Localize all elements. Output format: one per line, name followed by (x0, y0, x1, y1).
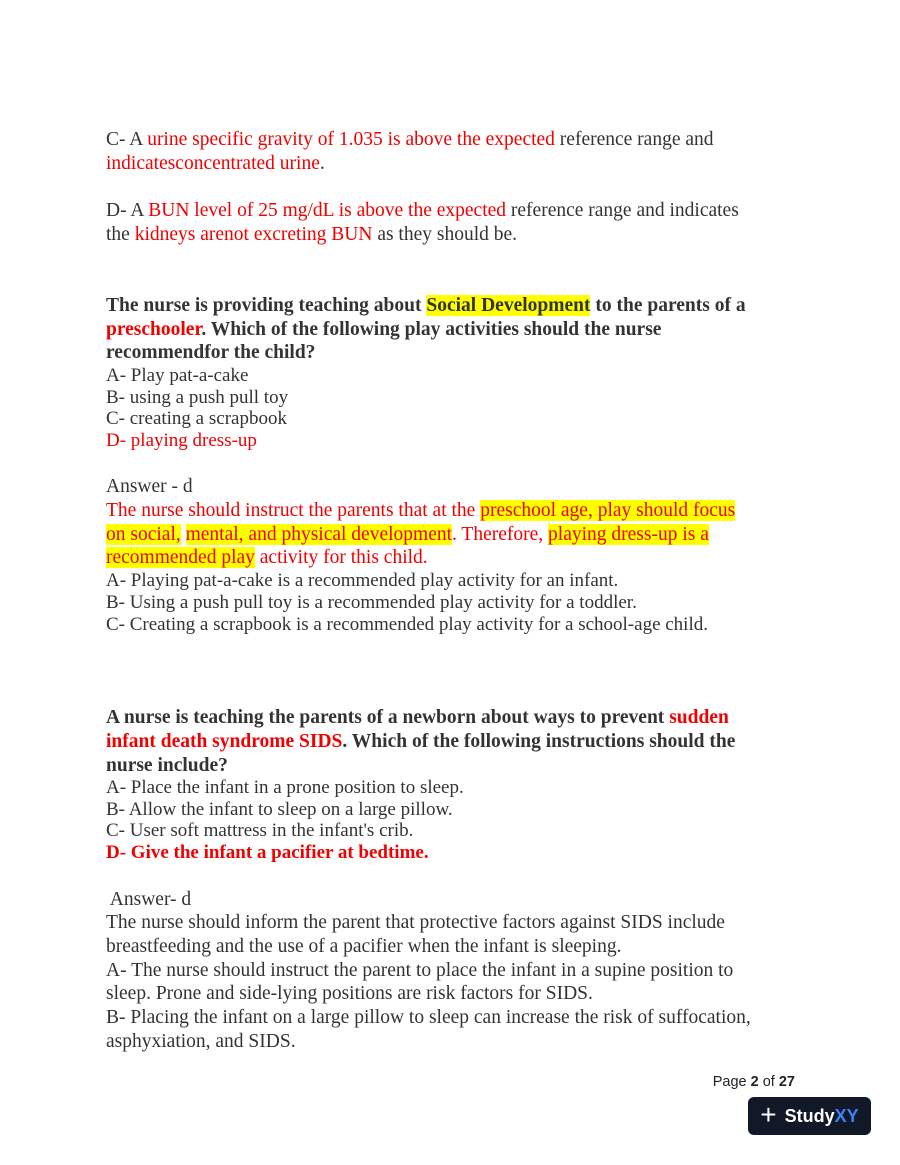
text-run: the (106, 224, 135, 246)
total-pages: 27 (778, 1074, 795, 1090)
question-2-option-c: C- User soft mattress in the infant's crib. (106, 820, 414, 842)
text-run: . Which of the following instructions should the (342, 730, 736, 752)
text-run: reference range and indicates (506, 200, 739, 222)
text-run: The nurse is providing teaching about (106, 294, 427, 316)
text-run: The nurse should inform the parent that protective factors against SIDS include (106, 912, 725, 934)
page-number (713, 1074, 795, 1090)
question-1-explanation-b: B- Using a push pull toy is a recommended play activity for a toddler. (106, 592, 637, 614)
text-run: breastfeeding and the use of a pacifier when the infant is sleeping. (106, 936, 622, 957)
page-label: Page (712, 1074, 751, 1090)
text-run: . (319, 152, 325, 174)
text-run: to the parents of a (590, 294, 746, 316)
highlight-text-red: sudden (669, 707, 729, 729)
highlighted-text: preschool age, play should focus (480, 500, 736, 521)
text-run: . Which of the following play activities should the nurse (201, 318, 662, 340)
highlighted-text: on social, (106, 523, 181, 545)
brand-name-accent: XY (834, 1105, 859, 1126)
highlighted-text: playing dress-up is a (548, 523, 709, 545)
text-run: . Therefore, (452, 523, 549, 545)
question-2-answer: Answer- d (106, 888, 192, 910)
question-1-option-b: B- using a push pull toy (106, 386, 289, 408)
question-2-stem (106, 706, 796, 777)
question-2-explanation-b (106, 1006, 796, 1053)
question-1-option-c: C- creating a scrapbook (106, 408, 287, 430)
text-run: B- Placing the infant on a large pillow to sleep can increase the risk of suffocation, (106, 1007, 751, 1029)
brand-name-part: Study (784, 1105, 835, 1126)
text-run: A- The nurse should instruct the parent to place the infant in a supine position to (106, 959, 734, 981)
highlight-text-red: kidneys arenot excreting BUN (134, 224, 373, 246)
text-run: asphyxiation, and SIDS. (106, 1030, 296, 1052)
question-2-option-d-correct: D- Give the infant a pacifier at bedtime. (106, 842, 429, 863)
highlight-text-red: infant death syndrome SIDS (106, 730, 343, 752)
text-run: D- A (106, 200, 149, 222)
paragraph-bun-level (106, 199, 796, 246)
studyxy-logo-badge[interactable] (748, 1097, 871, 1135)
question-2-option-b: B- Allow the infant to sleep on a large pillow. (106, 798, 453, 820)
question-2-option-a: A- Place the infant in a prone position to sleep. (106, 777, 464, 799)
text-run: A nurse is teaching the parents of a newborn about ways to prevent (106, 707, 670, 729)
highlighted-text: Social Development (426, 294, 591, 316)
question-1-rationale (106, 499, 796, 570)
highlight-text-red: urine specific gravity of 1.035 is above the expected (147, 129, 555, 150)
text-run (181, 524, 186, 545)
highlight-text-red: preschooler (106, 318, 202, 340)
text-run: reference range and (554, 129, 714, 150)
text-run: nurse include? (106, 754, 228, 776)
question-1-explanation-a: A- Playing pat-a-cake is a recommended play activity for an infant. (106, 570, 619, 592)
question-1-option-d-correct: D- playing dress-up (106, 429, 257, 451)
brand-name (785, 1106, 859, 1127)
highlighted-text: recommended play (106, 547, 255, 569)
text-run: C- A (106, 129, 148, 150)
question-2-rationale (106, 911, 796, 958)
text-run: The nurse should instruct the parents that at the (106, 500, 481, 521)
plus-icon: + (760, 1098, 777, 1130)
question-1-stem (106, 294, 796, 365)
paragraph-urine-gravity (106, 128, 796, 175)
current-page: 2 (750, 1074, 759, 1090)
question-1-option-a: A- Play pat-a-cake (106, 364, 249, 386)
question-2-explanation-a (106, 959, 796, 1006)
text-run: sleep. Prone and side-lying positions are risk factors for SIDS. (106, 983, 593, 1005)
text-run: recommendfor the child? (106, 342, 316, 364)
highlighted-text: mental, and physical development (185, 523, 453, 545)
text-run: activity for this child. (254, 547, 428, 569)
highlight-text-red: indicatesconcentrated urine (106, 152, 320, 174)
of-label: of (758, 1074, 779, 1090)
document-page (106, 128, 796, 1054)
highlight-text-red: BUN level of 25 mg/dL is above the expected (148, 200, 507, 222)
text-run: as they should be. (372, 224, 518, 246)
question-1-answer: Answer - d (106, 476, 193, 498)
question-1-explanation-c: C- Creating a scrapbook is a recommended play activity for a school-age child. (106, 614, 708, 636)
